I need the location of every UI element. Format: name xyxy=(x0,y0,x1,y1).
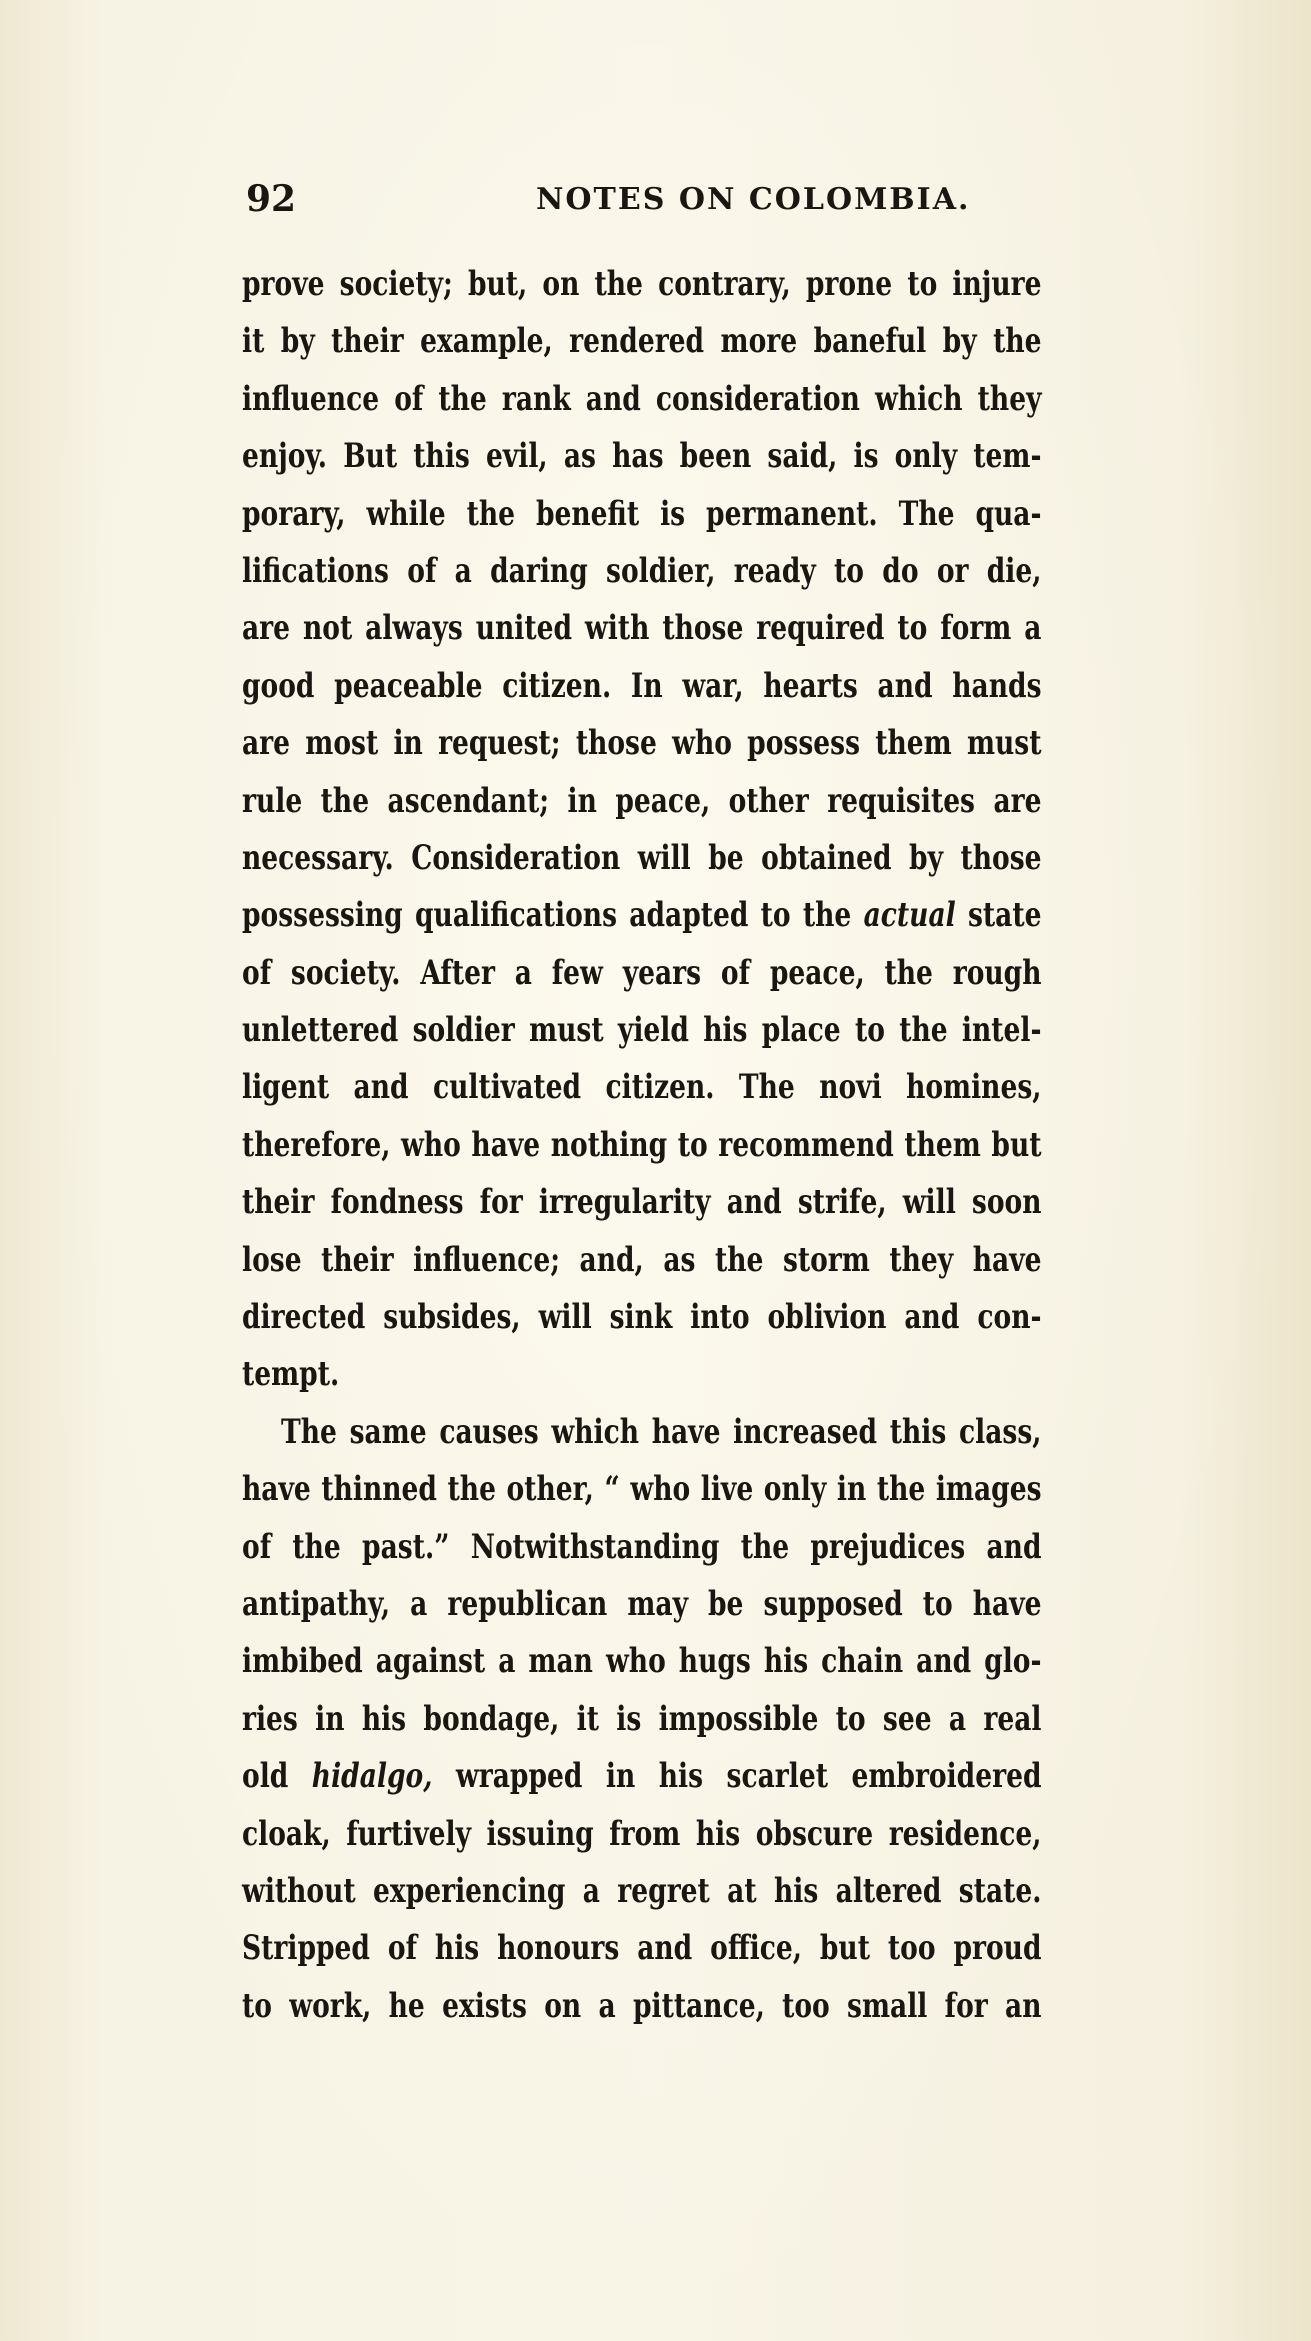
text-segment: without experiencing a regret at his altered state. xyxy=(242,1870,1042,1911)
text-segment: their fondness for irregularity and strife, will soon xyxy=(242,1182,1042,1223)
text-line xyxy=(242,1633,1042,1690)
running-head: NOTES ON COLOMBIA. xyxy=(536,182,971,217)
text-segment: antipathy, a republican may be supposed to have xyxy=(242,1583,1042,1624)
text-line xyxy=(242,1289,1042,1346)
text-segment: have thinned the other, “ who live only in the images xyxy=(242,1469,1042,1510)
italic-text: actual xyxy=(863,895,956,936)
italic-text: hidalgo, xyxy=(311,1756,433,1797)
text-line xyxy=(242,1806,1042,1863)
text-line xyxy=(242,1117,1042,1174)
text-segment: state xyxy=(955,895,1042,936)
text-segment: cloak, furtively issuing from his obscure residence, xyxy=(242,1813,1042,1854)
page-number: 92 xyxy=(246,178,297,220)
text-segment: possessing qualifications adapted to the xyxy=(242,895,864,936)
text-line xyxy=(242,773,1042,830)
text-line xyxy=(242,830,1042,887)
text-segment: of society. After a few years of peace, the rough xyxy=(242,952,1042,993)
text-segment: The same causes which have increased this class, xyxy=(281,1411,1042,1452)
text-segment: porary, while the benefit is permanent. The qua- xyxy=(242,493,1042,534)
text-segment: influence of the rank and consideration which they xyxy=(242,378,1042,419)
text-line xyxy=(242,1002,1042,1059)
text-line xyxy=(242,371,1042,428)
text-line xyxy=(242,256,1042,313)
text-segment: unlettered soldier must yield his place to the intel- xyxy=(242,1010,1042,1051)
text-segment: imbibed against a man who hugs his chain and glo- xyxy=(242,1641,1042,1682)
text-line xyxy=(242,1404,1042,1461)
text-line xyxy=(242,1576,1042,1633)
text-line xyxy=(242,1748,1042,1805)
page-header xyxy=(246,178,1036,228)
text-line xyxy=(242,1461,1042,1518)
text-segment: rule the ascendant; in peace, other requisites are xyxy=(242,780,1042,821)
text-line xyxy=(242,1691,1042,1748)
text-line xyxy=(242,1978,1042,2035)
text-segment: to work, he exists on a pittance, too small for an xyxy=(242,1985,1042,2026)
text-segment: are most in request; those who possess them must xyxy=(242,723,1042,764)
text-line xyxy=(242,887,1042,944)
text-segment: prove society; but, on the contrary, prone to injure xyxy=(242,264,1042,304)
text-segment: good peaceable citizen. In war, hearts and hands xyxy=(242,665,1042,706)
text-segment: old xyxy=(242,1756,312,1797)
text-line xyxy=(242,1059,1042,1116)
text-line xyxy=(242,486,1042,543)
text-segment: tempt. xyxy=(242,1354,340,1395)
text-line xyxy=(242,428,1042,485)
text-segment: enjoy. But this evil, as has been said, is only tem- xyxy=(242,436,1042,477)
text-line xyxy=(242,1920,1042,1977)
text-segment: necessary. Consideration will be obtained by those xyxy=(242,837,1042,878)
text-line xyxy=(242,715,1042,772)
text-line xyxy=(242,1174,1042,1231)
text-segment: of the past.” Notwithstanding the prejudices and xyxy=(242,1526,1042,1567)
text-line xyxy=(242,543,1042,600)
text-line xyxy=(242,1863,1042,1920)
body-text xyxy=(242,256,1042,2035)
text-line xyxy=(242,1346,1042,1403)
text-line xyxy=(242,600,1042,657)
text-segment: wrapped in his scarlet embroidered xyxy=(432,1756,1042,1797)
text-segment: lose their influence; and, as the storm they have xyxy=(242,1239,1042,1280)
text-line xyxy=(242,945,1042,1002)
text-segment: are not always united with those required to form a xyxy=(242,608,1042,649)
text-segment: Stripped of his honours and office, but too proud xyxy=(242,1928,1042,1969)
text-line xyxy=(242,1519,1042,1576)
text-segment: ries in his bondage, it is impossible to see a real xyxy=(242,1698,1042,1739)
text-segment: it by their example, rendered more baneful by the xyxy=(242,321,1042,362)
text-segment: directed subsides, will sink into oblivion and con- xyxy=(242,1297,1042,1338)
text-line xyxy=(242,313,1042,370)
text-segment: therefore, who have nothing to recommend them but xyxy=(242,1124,1042,1165)
text-line xyxy=(242,1232,1042,1289)
text-segment: lifications of a daring soldier, ready to do or die, xyxy=(242,550,1042,591)
text-segment: ligent and cultivated citizen. The novi homines, xyxy=(242,1067,1042,1108)
text-line xyxy=(242,658,1042,715)
